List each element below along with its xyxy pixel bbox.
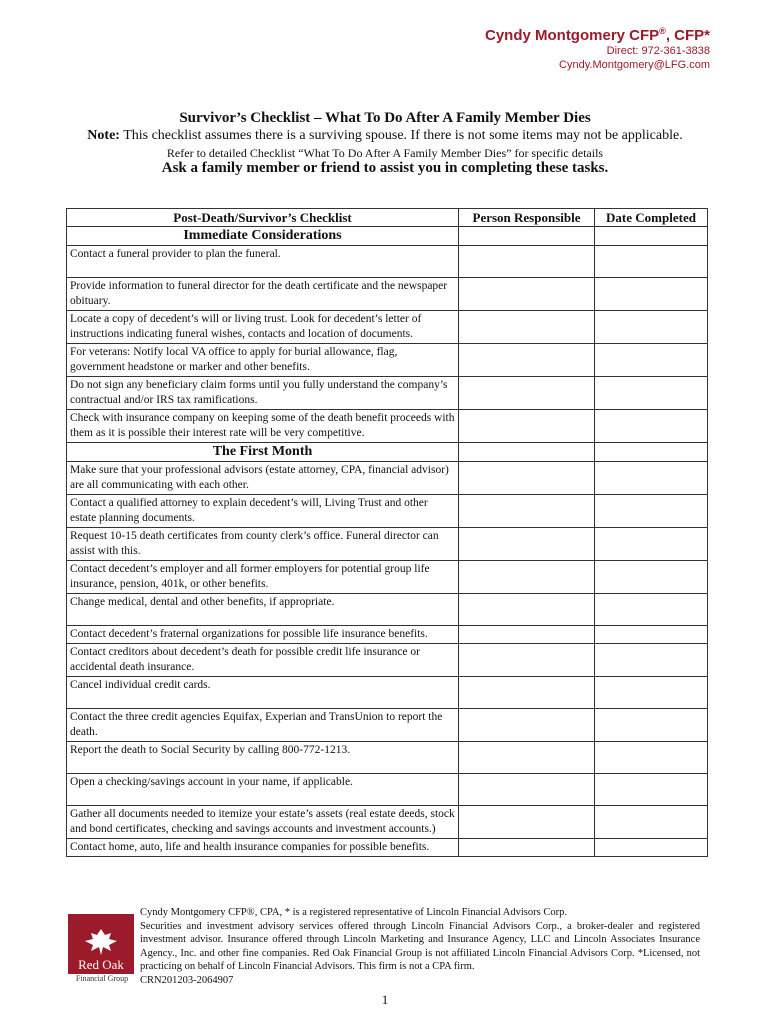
table-row <box>67 839 708 857</box>
date-completed-cell[interactable] <box>595 377 708 410</box>
checklist-item: Provide information to funeral director for the death certificate and the newspaper obituary. <box>67 278 459 311</box>
date-cell[interactable] <box>595 227 708 246</box>
oak-leaf-icon <box>68 914 134 974</box>
person-responsible-cell[interactable] <box>459 377 595 410</box>
date-completed-cell[interactable] <box>595 677 708 709</box>
table-row <box>67 806 708 839</box>
person-responsible-cell[interactable] <box>459 344 595 377</box>
checklist-item: Change medical, dental and other benefits, if appropriate. <box>67 594 459 626</box>
checklist-item: Contact home, auto, life and health insurance companies for possible benefits. <box>67 839 459 857</box>
table-row <box>67 626 708 644</box>
person-responsible-cell[interactable] <box>459 311 595 344</box>
date-completed-cell[interactable] <box>595 246 708 278</box>
person-responsible-cell[interactable] <box>459 709 595 742</box>
date-completed-cell[interactable] <box>595 278 708 311</box>
date-completed-cell[interactable] <box>595 561 708 594</box>
person-responsible-cell[interactable] <box>459 462 595 495</box>
person-responsible-cell[interactable] <box>459 677 595 709</box>
checklist-item: Gather all documents needed to itemize your estate’s assets (real estate deeds, stock and bond certificates, checking and savings accounts and investment accounts.) <box>67 806 459 839</box>
person-responsible-cell[interactable] <box>459 528 595 561</box>
table-row <box>67 774 708 806</box>
table-row <box>67 462 708 495</box>
advisor-header <box>485 26 710 72</box>
table-row <box>67 495 708 528</box>
date-completed-cell[interactable] <box>595 495 708 528</box>
section-row <box>67 227 708 246</box>
person-responsible-cell[interactable] <box>459 644 595 677</box>
col-checklist-header: Post-Death/Survivor’s Checklist <box>67 209 459 227</box>
section-row <box>67 443 708 462</box>
refer-line: Refer to detailed Checklist “What To Do After A Family Member Dies” for specific details <box>166 146 604 160</box>
table-row <box>67 344 708 377</box>
checklist-item: Cancel individual credit cards. <box>67 677 459 709</box>
date-completed-cell[interactable] <box>595 528 708 561</box>
checklist-item: Report the death to Social Security by calling 800-772-1213. <box>67 742 459 774</box>
person-responsible-cell[interactable] <box>459 278 595 311</box>
col-date-header: Date Completed <box>595 209 708 227</box>
person-responsible-cell[interactable] <box>459 806 595 839</box>
checklist-item: Contact decedent’s fraternal organizations for possible life insurance benefits. <box>67 626 459 644</box>
footer-line-1: Cyndy Montgomery CFP®, CPA, * is a registered representative of Lincoln Financial Advisors Corp. <box>140 907 567 918</box>
advisor-name: Cyndy Montgomery CFP®, CFP* <box>484 26 710 44</box>
footer-line-2: Securities and investment advisory services offered through Lincoln Financial Advisors Corp., a broker-dealer and registered investment advisor. Insurance offered through Lincoln Marketing and Insurance Agency, LLC and Lincoln Associates Insurance Agency., Inc. and other fine companies. Red Oak Financial Group is not affiliated Lincoln Financial Advisors Corp. *Licensed, not practicing on behalf of Lincoln Financial Advisors. This firm is not a CPA firm. <box>140 920 700 972</box>
checklist-table <box>66 208 708 857</box>
checklist-item: Open a checking/savings account in your name, if applicable. <box>67 774 459 806</box>
red-oak-logo <box>68 914 136 986</box>
ask-line: Ask a family member or friend to assist you in completing these tasks. <box>161 160 609 176</box>
date-completed-cell[interactable] <box>595 644 708 677</box>
table-header-row <box>67 209 708 227</box>
date-completed-cell[interactable] <box>595 344 708 377</box>
person-responsible-cell[interactable] <box>459 774 595 806</box>
checklist-item: Contact the three credit agencies Equifax, Experian and TransUnion to report the death. <box>67 709 459 742</box>
advisor-email[interactable]: Cyndy.Montgomery@LFG.com <box>559 59 710 71</box>
checklist-item: Check with insurance company on keeping some of the death benefit proceeds with them as it is possible their interest rate will be very competitive. <box>67 410 459 443</box>
person-responsible-cell[interactable] <box>459 410 595 443</box>
person-responsible-cell[interactable] <box>459 246 595 278</box>
table-row <box>67 677 708 709</box>
date-completed-cell[interactable] <box>595 774 708 806</box>
date-completed-cell[interactable] <box>595 462 708 495</box>
checklist-item: Contact a qualified attorney to explain decedent’s will, Living Trust and other estate planning documents. <box>67 495 459 528</box>
table-row <box>67 410 708 443</box>
date-completed-cell[interactable] <box>595 806 708 839</box>
table-row <box>67 246 708 278</box>
logo-sub: Financial Group <box>75 974 129 983</box>
table-row <box>67 311 708 344</box>
page-number: 1 <box>381 992 389 1007</box>
date-completed-cell[interactable] <box>595 626 708 644</box>
disclosure-footer <box>140 906 700 987</box>
note-line: Note: This checklist assumes there is a surviving spouse. If there is not some items may not be applicable. <box>87 128 683 143</box>
logo-name: Red Oak <box>78 957 124 972</box>
document-title: Survivor’s Checklist – What To Do After A Family Member Dies <box>179 110 591 126</box>
checklist-item: Make sure that your professional advisors (estate attorney, CPA, financial advisor) are all communicating with each other. <box>67 462 459 495</box>
person-responsible-cell[interactable] <box>459 561 595 594</box>
table-row <box>67 709 708 742</box>
advisor-phone: Direct: 972-361-3838 <box>606 45 710 57</box>
col-person-header: Person Responsible <box>459 209 595 227</box>
footer-line-3: CRN201203-2064907 <box>140 974 234 986</box>
person-cell[interactable] <box>459 443 595 462</box>
leaf-icon <box>81 927 121 957</box>
date-completed-cell[interactable] <box>595 742 708 774</box>
section-heading: The First Month <box>67 443 459 462</box>
table-row <box>67 528 708 561</box>
date-completed-cell[interactable] <box>595 410 708 443</box>
date-completed-cell[interactable] <box>595 594 708 626</box>
date-cell[interactable] <box>595 443 708 462</box>
table-row <box>67 377 708 410</box>
checklist-item: Contact decedent’s employer and all former employers for potential group life insurance, pension, 401k, or other benefits. <box>67 561 459 594</box>
date-completed-cell[interactable] <box>595 839 708 857</box>
checklist-item: For veterans: Notify local VA office to apply for burial allowance, flag, government headstone or marker and other benefits. <box>67 344 459 377</box>
section-heading: Immediate Considerations <box>67 227 459 246</box>
person-responsible-cell[interactable] <box>459 839 595 857</box>
table-row <box>67 278 708 311</box>
person-responsible-cell[interactable] <box>459 594 595 626</box>
person-responsible-cell[interactable] <box>459 495 595 528</box>
checklist-item: Contact a funeral provider to plan the funeral. <box>67 246 459 278</box>
table-row <box>67 644 708 677</box>
date-completed-cell[interactable] <box>595 311 708 344</box>
date-completed-cell[interactable] <box>595 709 708 742</box>
checklist-item: Locate a copy of decedent’s will or living trust. Look for decedent’s letter of instructions indicating funeral wishes, contacts and location of documents. <box>67 311 459 344</box>
checklist-item: Do not sign any beneficiary claim forms until you fully understand the company’s contractual and/or IRS tax ramifications. <box>67 377 459 410</box>
person-cell[interactable] <box>459 227 595 246</box>
checklist-item: Contact creditors about decedent’s death for possible credit life insurance or accidental death insurance. <box>67 644 459 677</box>
person-responsible-cell[interactable] <box>459 742 595 774</box>
person-responsible-cell[interactable] <box>459 626 595 644</box>
table-row <box>67 561 708 594</box>
table-row <box>67 742 708 774</box>
table-row <box>67 594 708 626</box>
checklist-item: Request 10-15 death certificates from county clerk’s office. Funeral director can assist with this. <box>67 528 459 561</box>
